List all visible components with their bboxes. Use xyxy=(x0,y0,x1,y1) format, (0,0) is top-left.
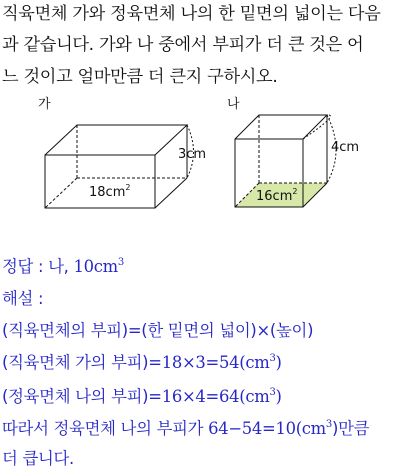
box-a-right-bottom-edge xyxy=(155,178,187,208)
box-a-height-label: 3cm xyxy=(178,147,207,162)
box-a-front-face xyxy=(45,155,155,208)
explanation-line-1: (직육면체의 부피)=(한 밑면의 넓이)×(높이) xyxy=(2,321,314,340)
cuboid-figures xyxy=(0,96,400,226)
explanation-label: 해설 : xyxy=(2,289,44,308)
problem-line-1: 직육면체 가와 정육면체 나의 한 밑면의 넓이는 다음 xyxy=(2,4,381,24)
explanation-line-2: (직육면체 가의 부피)$=18\times 3=54(cm^3)$ xyxy=(2,353,282,372)
answer-value: 10 xyxy=(73,257,94,276)
answer-unit-exp: 3 xyxy=(117,257,124,268)
box-a-hidden-left-bottom xyxy=(45,178,77,208)
problem-line-3: 느 것이고 얼마만큼 더 큰지 구하시오. xyxy=(2,67,278,87)
box-b-edge-label: 4cm xyxy=(331,140,360,155)
explanation-line-4: 따라서 정육면체 나의 부피가 $64-54=10(cm^3)$만큼 xyxy=(2,419,370,438)
explanation-line-5: 더 큽니다. xyxy=(2,449,74,468)
figure-area xyxy=(0,96,400,226)
box-b-name: 나 xyxy=(227,97,240,112)
answer-label: 정답 : 나, xyxy=(2,257,69,276)
box-a-top-edges xyxy=(45,125,187,155)
box-a-name: 가 xyxy=(38,97,51,112)
answer-line xyxy=(2,256,124,278)
box-b-base-label: $16cm^2$ xyxy=(256,187,298,204)
box-b-top-edges xyxy=(235,115,327,139)
explanation-line-3: (정육면체 나의 부피)$=16\times 4=64(cm^3)$ xyxy=(2,387,282,406)
box-a-base-label: $18cm^2$ xyxy=(89,183,131,200)
problem-line-2: 과 같습니다. 가와 나 중에서 부피가 더 큰 것은 어 xyxy=(2,35,364,55)
answer-unit: cm xyxy=(93,257,118,276)
